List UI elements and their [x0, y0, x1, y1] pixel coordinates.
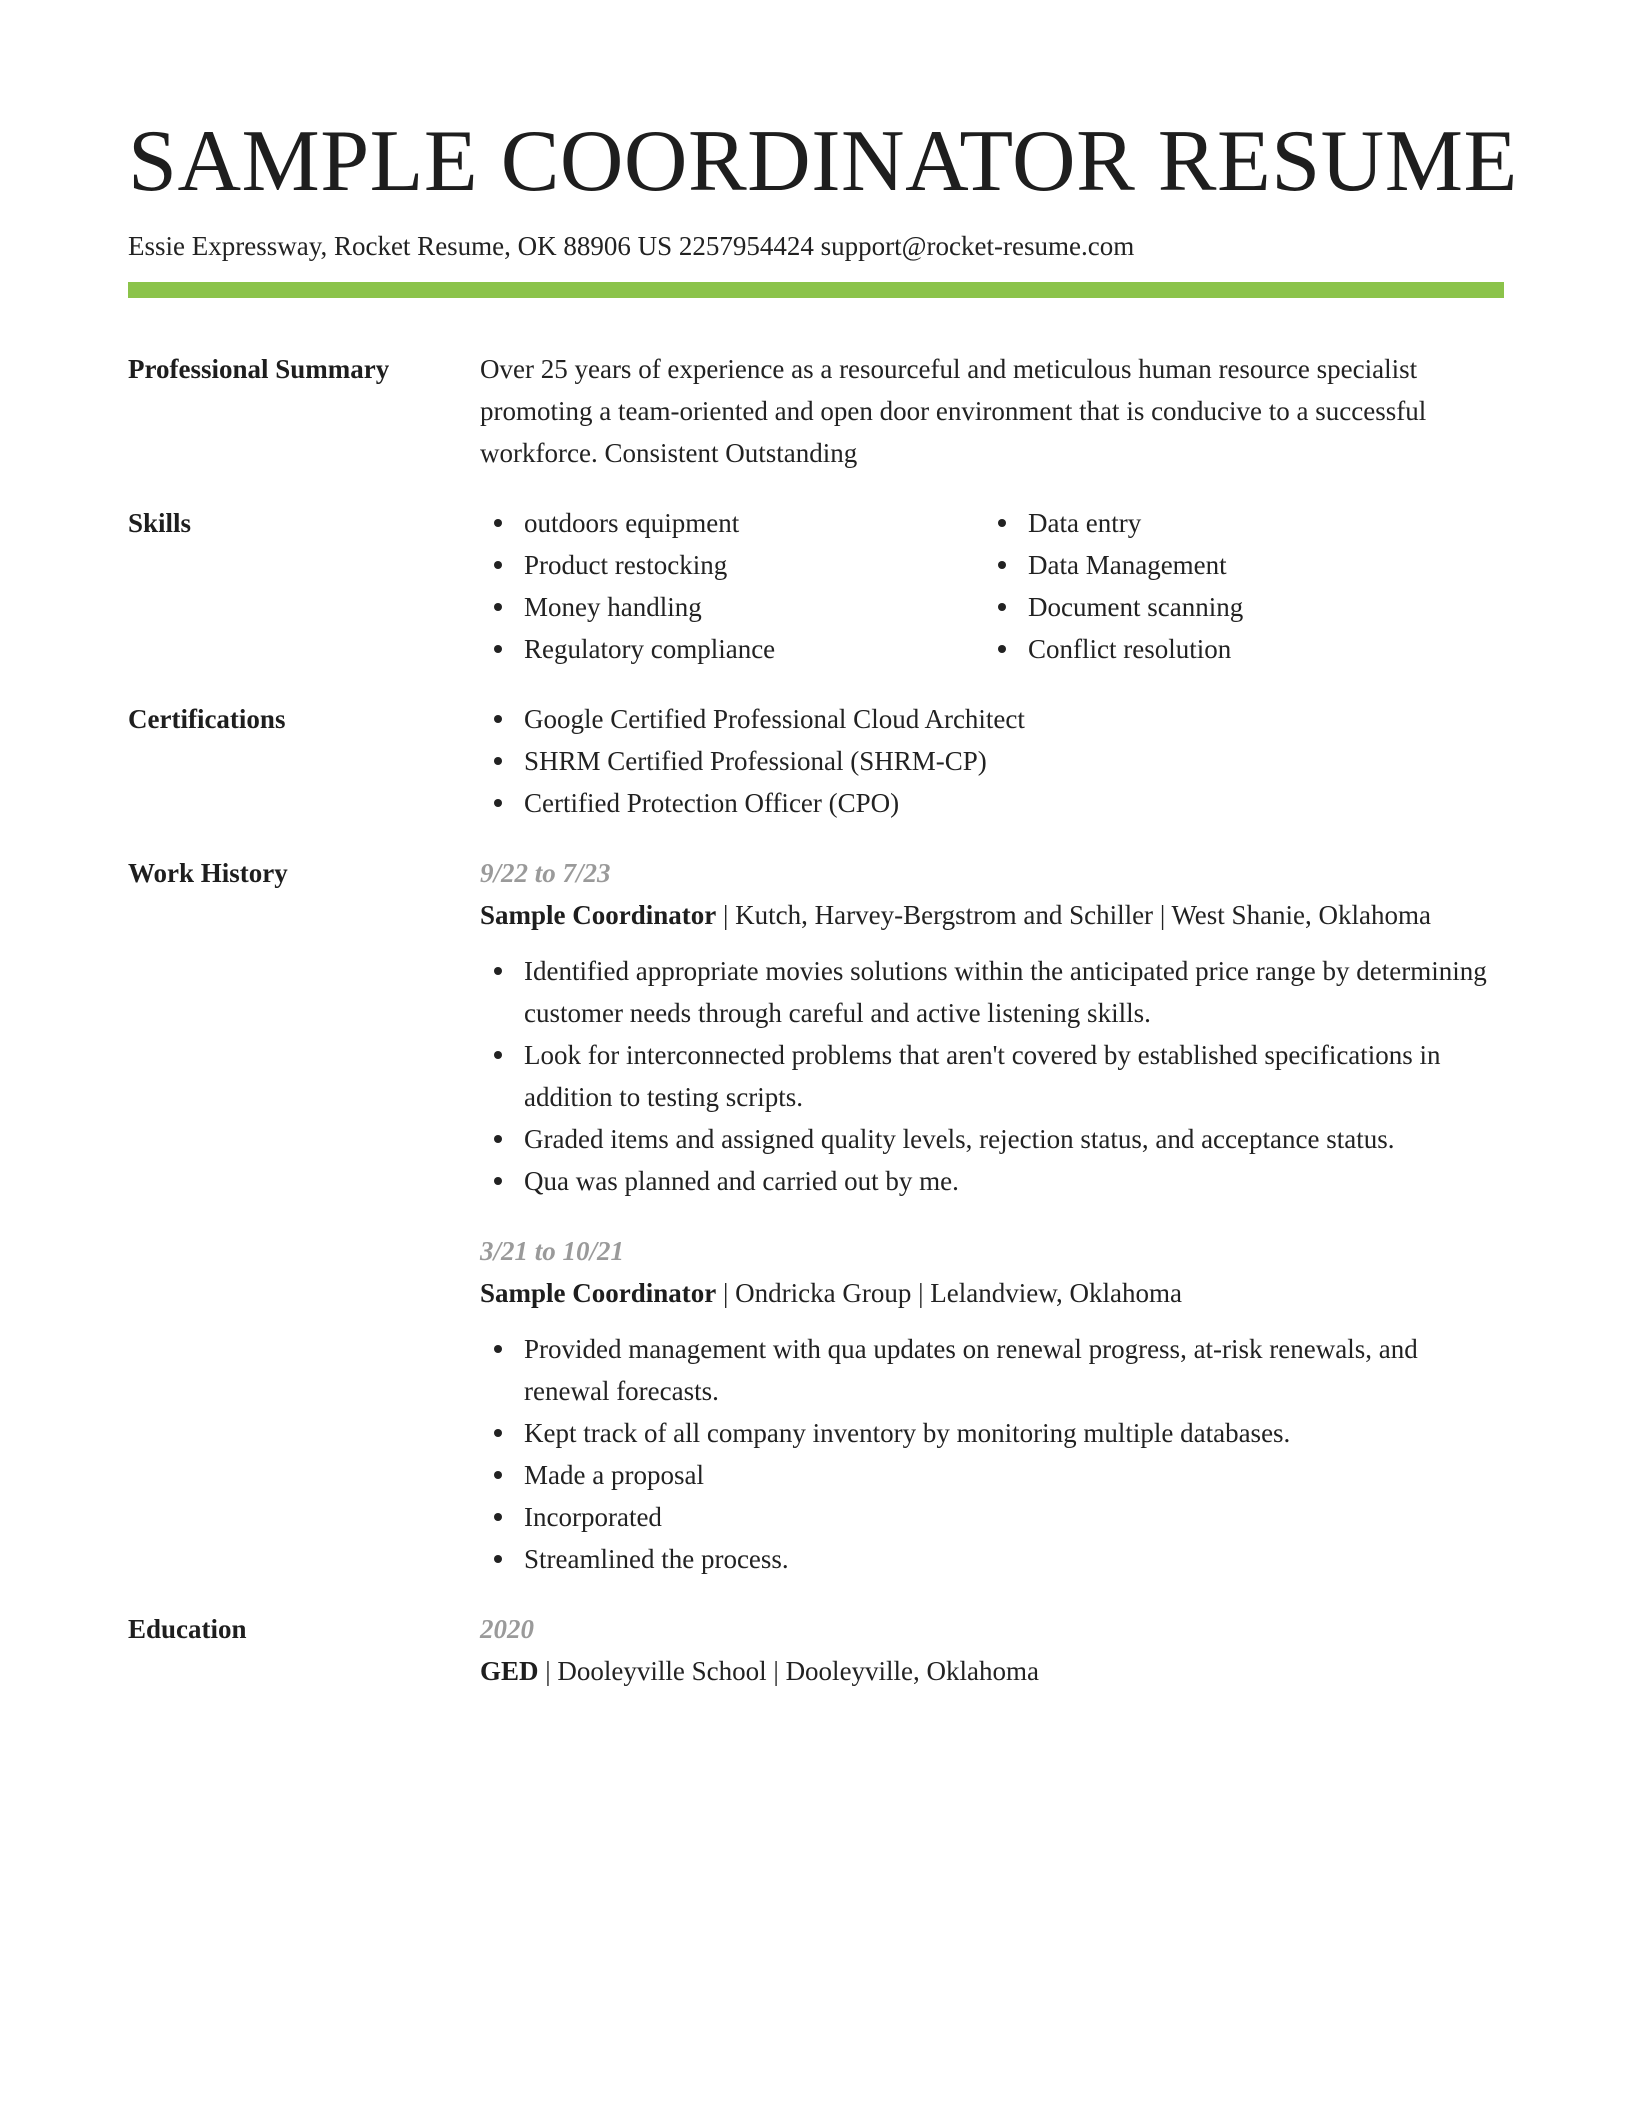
job-bullet: Made a proposal: [480, 1454, 1504, 1496]
skill-item: Data Management: [984, 544, 1488, 586]
job-bullet: Provided management with qua updates on renewal progress, at-risk renewals, and renewal forecasts.: [480, 1328, 1504, 1412]
education-line: [480, 1650, 1504, 1692]
job-bullet: Look for interconnected problems that aren't covered by established specifications in addition to testing scripts.: [480, 1034, 1504, 1118]
job-bullet: Identified appropriate movies solutions within the anticipated price range by determining customer needs through careful and active listening skills.: [480, 950, 1504, 1034]
section-body-summary: [480, 348, 1504, 474]
certification-item: SHRM Certified Professional (SHRM-CP): [480, 740, 1504, 782]
job-role: Sample Coordinator: [480, 900, 717, 930]
section-certifications: [128, 698, 1504, 824]
section-label-summary: Professional Summary: [128, 354, 390, 384]
resume-title: SAMPLE COORDINATOR RESUME: [128, 113, 1518, 210]
section-skills: [128, 502, 1504, 670]
job-location: West Shanie, Oklahoma: [1171, 900, 1432, 930]
job-company: Ondricka Group: [735, 1278, 912, 1308]
skills-list-left: [480, 502, 984, 670]
job-role: Sample Coordinator: [480, 1278, 717, 1308]
section-label-work-history: Work History: [128, 858, 288, 888]
section-body-work-history: [480, 852, 1504, 1580]
education-year: 2020: [480, 1614, 534, 1644]
section-label-certifications: Certifications: [128, 704, 286, 734]
certifications-list: [480, 698, 1504, 824]
skill-item: Money handling: [480, 586, 984, 628]
certification-item: Google Certified Professional Cloud Architect: [480, 698, 1504, 740]
contact-line: Essie Expressway, Rocket Resume, OK 88906 US 2257954424 support@rocket-resume.com: [128, 231, 1135, 261]
education-degree: GED: [480, 1656, 539, 1686]
job-bullets: [480, 950, 1504, 1202]
job-bullet: Graded items and assigned quality levels, rejection status, and acceptance status.: [480, 1118, 1504, 1160]
education-school: Dooleyville School: [557, 1656, 767, 1686]
skills-list-right: [984, 502, 1488, 670]
skill-item: Document scanning: [984, 586, 1488, 628]
section-body-certifications: [480, 698, 1504, 824]
summary-text: Over 25 years of experience as a resourceful and meticulous human resource specialist promoting a team-oriented and open door environment that is conducive to a successful workforce. Consistent Outstanding: [480, 354, 1427, 468]
separator: |: [1159, 900, 1172, 930]
skills-grid: [480, 502, 1504, 670]
section-body-education: [480, 1608, 1504, 1692]
education-location: Dooleyville, Oklahoma: [785, 1656, 1040, 1686]
job-bullet: Kept track of all company inventory by monitoring multiple databases.: [480, 1412, 1504, 1454]
job-dates: 9/22 to 7/23: [480, 858, 611, 888]
header-accent-bar: [128, 282, 1504, 298]
skill-item: outdoors equipment: [480, 502, 984, 544]
skill-item: Product restocking: [480, 544, 984, 586]
skills-column-left: [480, 502, 984, 670]
certification-item: Certified Protection Officer (CPO): [480, 782, 1504, 824]
job-entry: [480, 1230, 1504, 1580]
job-bullet: Incorporated: [480, 1496, 1504, 1538]
skill-item: Regulatory compliance: [480, 628, 984, 670]
resume-sections: [128, 348, 1504, 1692]
section-education: [128, 1608, 1504, 1692]
separator: |: [723, 900, 736, 930]
job-bullets: [480, 1328, 1504, 1580]
separator: |: [723, 1278, 736, 1308]
separator: |: [545, 1656, 558, 1686]
job-entry: [480, 852, 1504, 1202]
section-work-history: [128, 852, 1504, 1580]
separator: |: [918, 1278, 931, 1308]
section-label-skills: Skills: [128, 508, 192, 538]
job-dates: 3/21 to 10/21: [480, 1236, 625, 1266]
section-professional-summary: [128, 348, 1504, 474]
skill-item: Conflict resolution: [984, 628, 1488, 670]
separator: |: [773, 1656, 786, 1686]
job-role-line: [480, 894, 1504, 936]
skill-item: Data entry: [984, 502, 1488, 544]
job-bullet: Streamlined the process.: [480, 1538, 1504, 1580]
job-company: Kutch, Harvey-Bergstrom and Schiller: [735, 900, 1154, 930]
job-role-line: [480, 1272, 1504, 1314]
job-bullet: Qua was planned and carried out by me.: [480, 1160, 1504, 1202]
skills-column-right: [984, 502, 1488, 670]
section-label-education: Education: [128, 1614, 247, 1644]
job-location: Lelandview, Oklahoma: [930, 1278, 1182, 1308]
